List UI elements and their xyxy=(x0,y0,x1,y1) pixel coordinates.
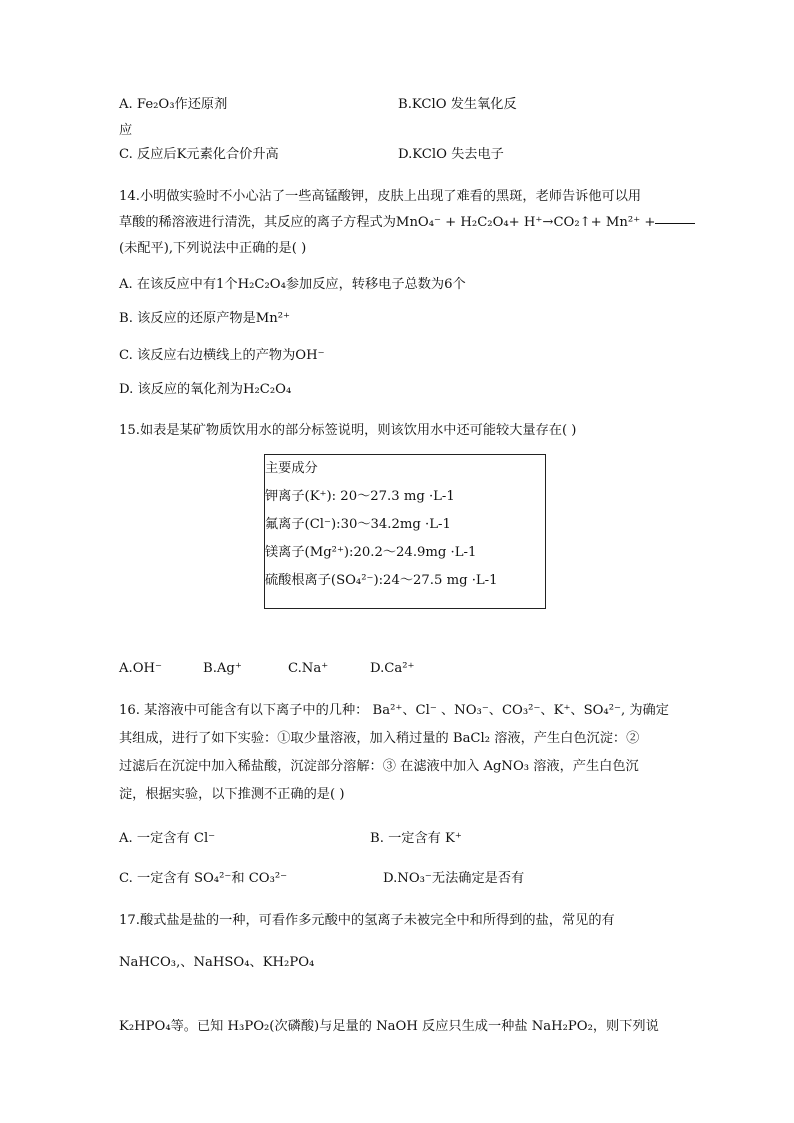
q16-stem-line-4: 淀，根据实验，以下推测不正确的是( ) xyxy=(119,787,345,802)
q17-stem-line-1: 17.酸式盐是盐的一种，可看作多元酸中的氢离子未被完全中和所得到的盐，常见的有 xyxy=(119,913,615,928)
q13-option-b: B.KClO 发生氧化反 xyxy=(398,97,517,112)
q14-option-c: C. 该反应右边横线上的产物为OH⁻ xyxy=(119,348,325,363)
q13-option-d: D.KClO 失去电子 xyxy=(398,147,504,162)
q15-option-d: D.Ca²⁺ xyxy=(370,661,415,676)
q13-option-c: C. 反应后K元素化合价升高 xyxy=(119,147,279,162)
q14-stem-line-3: (未配平),下列说法中正确的是( ) xyxy=(119,241,307,256)
q17-stem-line-3: K₂HPO₄等。已知 H₃PO₂(次磷酸)与足量的 NaOH 反应只生成一种盐 NaH₂PO₂，则下列说 xyxy=(119,1019,659,1034)
label-table-row: 氟离子(Cl⁻):30～34.2mg ·L-1 xyxy=(265,517,451,532)
answer-blank xyxy=(655,223,695,224)
q16-option-c: C. 一定含有 SO₄²⁻和 CO₃²⁻ xyxy=(119,871,288,886)
label-table-title: 主要成分 xyxy=(265,461,318,476)
q14-option-b: B. 该反应的还原产物是Mn²⁺ xyxy=(119,311,291,326)
q15-option-a: A.OH⁻ xyxy=(119,661,162,676)
q13-option-a: A. Fe₂O₃作还原剂 xyxy=(119,97,228,112)
label-table-row: 钾离子(K⁺): 20～27.3 mg ·L-1 xyxy=(265,489,455,504)
q16-stem-line-1: 16. 某溶液中可能含有以下离子中的几种： Ba²⁺、Cl⁻ 、NO₃⁻、CO₃²⁻、K⁺、SO₄²⁻, 为确定 xyxy=(119,703,669,718)
q16-option-d: D.NO₃⁻无法确定是否有 xyxy=(383,871,525,886)
q14-option-a: A. 在该反应中有1个H₂C₂O₄参加反应，转移电子总数为6个 xyxy=(119,277,466,292)
label-table xyxy=(264,454,546,609)
label-table-row: 镁离子(Mg²⁺):20.2～24.9mg ·L-1 xyxy=(265,545,477,560)
q16-option-a: A. 一定含有 Cl⁻ xyxy=(119,831,216,846)
q14-stem-text: 草酸的稀溶液进行清洗，其反应的离子方程式为MnO₄⁻ + H₂C₂O₄+ H⁺→CO₂↑+ Mn²⁺ + xyxy=(119,215,656,230)
q15-option-b: B.Ag⁺ xyxy=(203,661,242,676)
q14-stem-line-1: 14.小明做实验时不小心沾了一些高锰酸钾，皮肤上出现了难看的黑斑，老师告诉他可以用 xyxy=(119,189,642,204)
label-table-row: 硫酸根离子(SO₄²⁻):24～27.5 mg ·L-1 xyxy=(265,573,498,588)
q16-stem-line-2: 其组成，进行了如下实验：①取少量溶液，加入稍过量的 BaCl₂ 溶液，产生白色沉淀：② xyxy=(119,731,640,746)
q15-option-c: C.Na⁺ xyxy=(288,661,329,676)
q16-option-b: B. 一定含有 K⁺ xyxy=(370,831,462,846)
q17-stem-line-2: NaHCO₃,、NaHSO₄、KH₂PO₄ xyxy=(119,955,315,970)
q14-stem-line-2 xyxy=(119,216,695,229)
q13-option-b-continuation: 应 xyxy=(119,123,133,138)
q16-stem-line-3: 过滤后在沉淀中加入稀盐酸，沉淀部分溶解：③ 在滤液中加入 AgNO₃ 溶液，产生白色沉 xyxy=(119,759,639,774)
q15-stem: 15.如表是某矿物质饮用水的部分标签说明，则该饮用水中还可能较大量存在( ) xyxy=(119,423,577,438)
q14-option-d: D. 该反应的氧化剂为H₂C₂O₄ xyxy=(119,382,292,397)
